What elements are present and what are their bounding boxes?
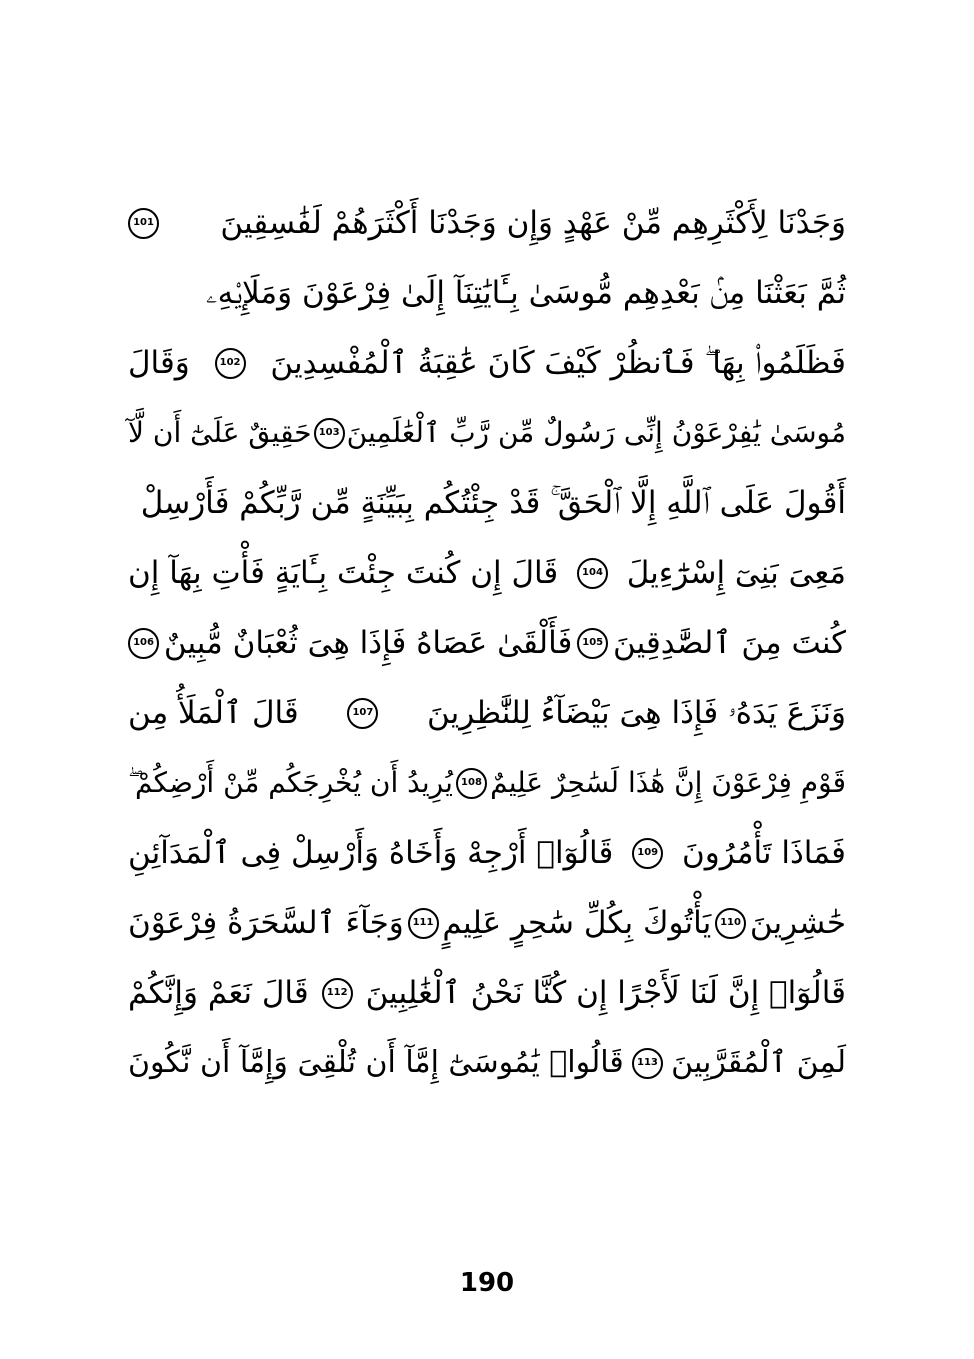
verse-number-marker: 109 bbox=[632, 838, 663, 869]
verse-text: يَأْتُوكَ بِكُلِّ سَٰحِرٍ عَلِيمٍ bbox=[442, 905, 712, 941]
text-line bbox=[128, 468, 846, 538]
verse-number-marker: 113 bbox=[632, 1048, 663, 1079]
verse-text: قَالُوٓا۟ إِنَّ لَنَا لَأَجْرًا إِن كُنَّا نَحْنُ ٱلْغَٰلِبِينَ bbox=[365, 975, 846, 1011]
verse-text: وَنَزَعَ يَدَهُۥ فَإِذَا هِىَ بَيْضَآءُ لِلنَّٰظِرِينَ bbox=[427, 695, 846, 731]
verse-text: قَالَ إِن كُنتَ جِئْتَ بِـَٔايَةٍ فَأْتِ بِهَآ إِن bbox=[128, 555, 559, 591]
verse-number-marker: 105 bbox=[577, 628, 608, 659]
quran-text-block bbox=[128, 188, 846, 1098]
page-number: 190 bbox=[459, 1268, 515, 1298]
verse-text: قَالُوا۟ يَٰمُوسَىٰٓ إِمَّآ أَن تُلْقِىَ وَإِمَّآ أَن نَّكُونَ bbox=[128, 1045, 624, 1080]
verse-text: ثُمَّ بَعَثْنَا مِنۢ بَعْدِهِم مُّوسَىٰ بِـَٔايَٰتِنَآ إِلَىٰ فِرْعَوْنَ وَمَلَإِي۟هِۦ bbox=[205, 275, 846, 311]
verse-text: حَٰشِرِينَ bbox=[749, 905, 846, 941]
verse-text: أَقُولَ عَلَى ٱللَّهِ إِلَّا ٱلْحَقَّ ۚ قَدْ جِئْتُكُم بِبَيِّنَةٍ مِّن رَّبِّكُمْ فَأَرْسِلْ bbox=[140, 485, 846, 521]
text-line bbox=[128, 608, 846, 678]
verse-text: وَجَدْنَا لِأَكْثَرِهِم مِّنْ عَهْدٍ وَإِن وَجَدْنَا أَكْثَرَهُمْ لَفَٰسِقِينَ bbox=[220, 205, 846, 241]
verse-text: قَالُوٓا۟ أَرْجِهْ وَأَخَاهُ وَأَرْسِلْ فِى ٱلْمَدَآئِنِ bbox=[128, 835, 614, 871]
verse-text: مُوسَىٰ يَٰفِرْعَوْنُ إِنِّى رَسُولٌ مِّن رَّبِّ ٱلْعَٰلَمِينَ bbox=[346, 416, 846, 449]
text-line bbox=[128, 958, 846, 1028]
text-line bbox=[128, 398, 846, 468]
verse-number-marker: 101 bbox=[128, 208, 159, 239]
verse-text: مَعِىَ بَنِىٓ إِسْرَٰٓءِيلَ bbox=[626, 555, 846, 591]
verse-number-marker: 102 bbox=[215, 348, 246, 379]
verse-text: كُنتَ مِنَ ٱلصَّٰدِقِينَ bbox=[613, 625, 846, 661]
verse-text: لَمِنَ ٱلْمُقَرَّبِينَ bbox=[671, 1045, 846, 1080]
text-line bbox=[128, 328, 846, 398]
text-line bbox=[128, 188, 846, 258]
verse-number-marker: 111 bbox=[408, 908, 439, 939]
verse-text: فَظَلَمُوا۟ بِهَا ۖ فَٱنظُرْ كَيْفَ كَانَ عَٰقِبَةُ ٱلْمُفْسِدِينَ bbox=[270, 345, 846, 381]
verse-text: فَمَاذَا تَأْمُرُونَ bbox=[682, 835, 846, 871]
verse-number-marker: 112 bbox=[322, 978, 353, 1009]
verse-number-marker: 106 bbox=[128, 628, 159, 659]
text-line bbox=[128, 748, 846, 818]
verse-number-marker: 104 bbox=[577, 558, 608, 589]
verse-number-marker: 107 bbox=[347, 698, 378, 729]
verse-text: قَالَ ٱلْمَلَأُ مِن bbox=[128, 695, 299, 731]
text-line bbox=[128, 818, 846, 888]
verse-number-marker: 110 bbox=[715, 908, 746, 939]
text-line bbox=[128, 538, 846, 608]
verse-text: قَوْمِ فِرْعَوْنَ إِنَّ هَٰذَا لَسَٰحِرٌ عَلِيمٌ bbox=[490, 766, 846, 799]
verse-text: قَالَ نَعَمْ وَإِنَّكُمْ bbox=[128, 975, 309, 1011]
text-line bbox=[128, 888, 846, 958]
text-line bbox=[128, 678, 846, 748]
verse-text: فَأَلْقَىٰ عَصَاهُ فَإِذَا هِىَ ثُعْبَانٌ مُّبِينٌ bbox=[163, 625, 573, 661]
verse-number-marker: 103 bbox=[314, 418, 345, 449]
verse-text: حَقِيقٌ عَلَىٰٓ أَن لَّآ bbox=[128, 416, 312, 449]
verse-number-marker: 108 bbox=[456, 768, 487, 799]
verse-text: وَقَالَ bbox=[128, 345, 190, 381]
text-line bbox=[128, 1028, 846, 1098]
text-line bbox=[128, 258, 846, 328]
verse-text: وَجَآءَ ٱلسَّحَرَةُ فِرْعَوْنَ bbox=[128, 905, 404, 941]
verse-text: يُرِيدُ أَن يُخْرِجَكُم مِّنْ أَرْضِكُمْ ۖ bbox=[128, 766, 453, 799]
